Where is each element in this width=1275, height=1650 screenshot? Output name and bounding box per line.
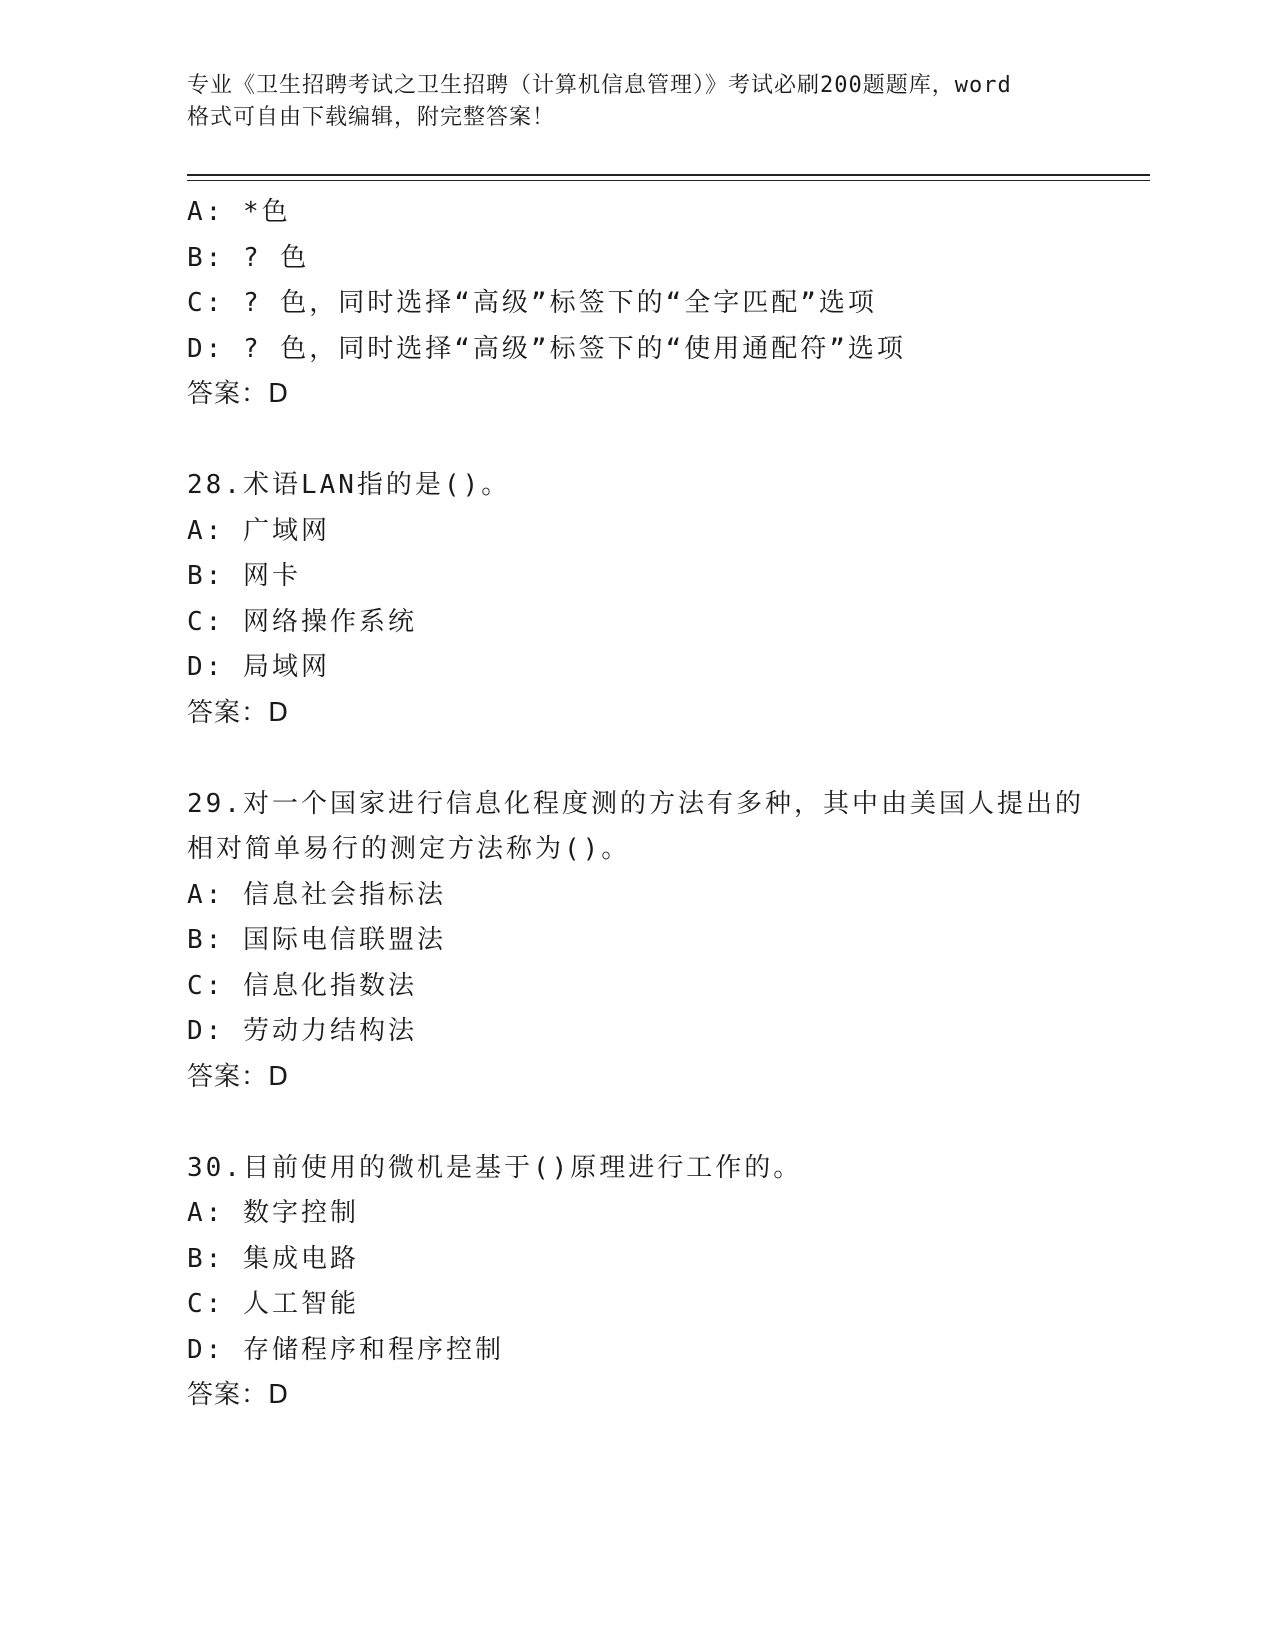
option-b: B: ? 色	[187, 242, 310, 273]
question-title-continued: 相对简单易行的测定方法称为()。	[187, 834, 631, 864]
option-b: B: 国际电信联盟法	[187, 925, 446, 955]
option-c: C: 信息化指数法	[187, 970, 417, 1001]
spacer	[187, 418, 1147, 464]
question-title: 28.术语LAN指的是()。	[187, 470, 511, 500]
option-b: B: 网卡	[187, 561, 301, 591]
option-a: A: 广域网	[187, 515, 330, 546]
answer-line: 答案：D	[187, 1380, 290, 1410]
spacer	[187, 736, 1147, 782]
option-a: A: *色	[187, 197, 291, 227]
question-29	[187, 782, 1147, 1101]
header-divider	[187, 174, 1150, 176]
document-header	[187, 70, 1087, 134]
header-line-2: 格式可自由下载编辑，附完整答案！	[187, 105, 556, 130]
question-title: 30.目前使用的微机是基于()原理进行工作的。	[187, 1152, 803, 1183]
option-d: D: 劳动力结构法	[187, 1016, 417, 1046]
option-c: C: ? 色，同时选择“高级”标签下的“全字匹配”选项	[187, 288, 877, 318]
spacer	[187, 1100, 1147, 1146]
option-d: D: 存储程序和程序控制	[187, 1334, 504, 1365]
answer-line: 答案：D	[187, 1061, 290, 1092]
option-a: A: 数字控制	[187, 1198, 359, 1228]
question-title: 29.对一个国家进行信息化程度测的方法有多种，其中由美国人提出的	[187, 788, 1084, 819]
option-d: D: 局域网	[187, 652, 330, 682]
answer-line: 答案：D	[187, 697, 290, 728]
header-divider-thin	[187, 180, 1150, 181]
answer-line: 答案：D	[187, 379, 290, 409]
question-30	[187, 1146, 1147, 1419]
header-line-1: 专业《卫生招聘考试之卫生招聘（计算机信息管理）》考试必刷200题题库，word	[187, 73, 1012, 98]
option-d: D: ? 色，同时选择“高级”标签下的“使用通配符”选项	[187, 333, 906, 364]
option-a: A: 信息社会指标法	[187, 879, 446, 910]
partial-question	[187, 190, 1147, 418]
option-b: B: 集成电路	[187, 1243, 359, 1274]
question-28	[187, 463, 1147, 736]
question-content	[187, 190, 1147, 1419]
option-c: C: 人工智能	[187, 1289, 359, 1319]
option-c: C: 网络操作系统	[187, 606, 417, 637]
